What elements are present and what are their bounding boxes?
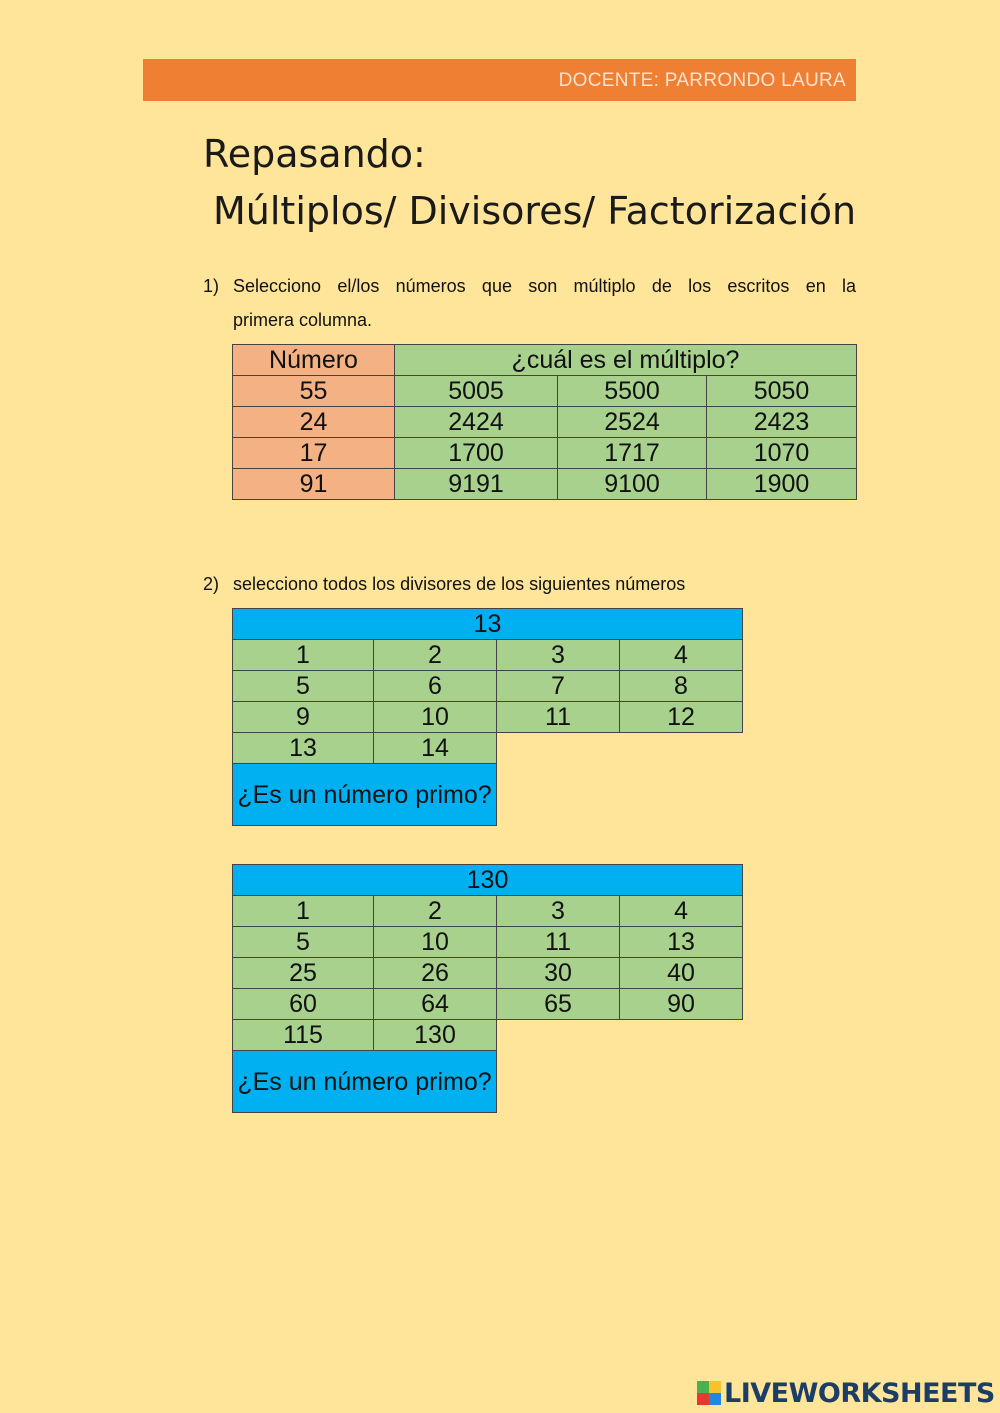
multiple-option[interactable]: 5050	[707, 376, 857, 407]
divisor-option[interactable]: 13	[233, 733, 374, 764]
divisor-option[interactable]: 5	[233, 927, 374, 958]
multiple-option[interactable]: 1717	[558, 438, 707, 469]
divisors-table-130	[232, 864, 743, 1113]
divisor-option[interactable]: 3	[497, 896, 620, 927]
divisor-option[interactable]: 2	[374, 640, 497, 671]
table-row	[233, 640, 743, 671]
exercise1-instruction-line1: Selecciono el/los números que son múltiplo de los escritos en la	[233, 276, 856, 296]
prime-question-button[interactable]: ¿Es un número primo?	[233, 764, 497, 826]
divisor-option[interactable]: 64	[374, 989, 497, 1020]
divisor-option[interactable]: 115	[233, 1020, 374, 1051]
multiple-option[interactable]: 2524	[558, 407, 707, 438]
divisor-option[interactable]: 4	[620, 896, 743, 927]
divisor-option[interactable]: 10	[374, 927, 497, 958]
table-row	[233, 733, 743, 764]
divisor-option[interactable]: 1	[233, 640, 374, 671]
divisor-option[interactable]: 26	[374, 958, 497, 989]
table-row	[233, 407, 857, 438]
table-row	[233, 438, 857, 469]
exercise1-instruction-line2: primera columna.	[233, 310, 373, 330]
divisor-option[interactable]: 30	[497, 958, 620, 989]
divisor-option[interactable]: 4	[620, 640, 743, 671]
multiple-option[interactable]: 9191	[395, 469, 558, 500]
divisor-option[interactable]: 90	[620, 989, 743, 1020]
exercise1-number: 1)	[203, 276, 220, 296]
divisor-option[interactable]: 11	[497, 702, 620, 733]
target-number: 130	[233, 865, 743, 896]
table-row	[233, 989, 743, 1020]
page-title-line1: Repasando:	[203, 132, 426, 176]
multiples-table-header	[233, 345, 857, 376]
table-row	[233, 469, 857, 500]
multiple-option[interactable]: 5005	[395, 376, 558, 407]
exercise2-number: 2)	[203, 574, 220, 594]
base-number: 91	[233, 469, 395, 500]
multiple-option[interactable]: 1700	[395, 438, 558, 469]
divisor-option[interactable]: 11	[497, 927, 620, 958]
header-bar	[143, 59, 856, 101]
base-number: 24	[233, 407, 395, 438]
table-row	[233, 376, 857, 407]
divisor-option[interactable]: 6	[374, 671, 497, 702]
table-row	[233, 958, 743, 989]
divisor-option[interactable]: 12	[620, 702, 743, 733]
exercise1-instruction	[203, 269, 856, 339]
exercise2-instruction-text: selecciono todos los divisores de los siguientes números	[233, 574, 686, 594]
multiple-option[interactable]: 1070	[707, 438, 857, 469]
base-number: 17	[233, 438, 395, 469]
divisor-option[interactable]: 130	[374, 1020, 497, 1051]
multiple-option[interactable]: 1900	[707, 469, 857, 500]
table-row	[233, 1020, 743, 1051]
divisor-option[interactable]: 60	[233, 989, 374, 1020]
divisor-option[interactable]: 14	[374, 733, 497, 764]
teacher-name: DOCENTE: PARRONDO LAURA	[558, 70, 846, 91]
target-number: 13	[233, 609, 743, 640]
table-row	[233, 671, 743, 702]
table-row	[233, 896, 743, 927]
prime-question-button[interactable]: ¿Es un número primo?	[233, 1051, 497, 1113]
multiples-table	[232, 344, 857, 500]
divisor-option[interactable]: 10	[374, 702, 497, 733]
divisor-option[interactable]: 1	[233, 896, 374, 927]
multiple-option[interactable]: 2424	[395, 407, 558, 438]
divisor-option[interactable]: 25	[233, 958, 374, 989]
divisor-option[interactable]: 2	[374, 896, 497, 927]
liveworksheets-logo	[697, 1377, 995, 1409]
table-row	[233, 702, 743, 733]
liveworksheets-logo-icon	[697, 1381, 721, 1405]
header-multiple: ¿cuál es el múltiplo?	[395, 345, 857, 376]
divisor-option[interactable]: 40	[620, 958, 743, 989]
divisors-table-13	[232, 608, 743, 826]
divisor-option[interactable]: 3	[497, 640, 620, 671]
header-number: Número	[233, 345, 395, 376]
divisor-option[interactable]: 5	[233, 671, 374, 702]
divisor-option[interactable]: 8	[620, 671, 743, 702]
base-number: 55	[233, 376, 395, 407]
exercise2-instruction	[203, 567, 803, 601]
divisor-option[interactable]: 65	[497, 989, 620, 1020]
multiple-option[interactable]: 2423	[707, 407, 857, 438]
divisor-option[interactable]: 9	[233, 702, 374, 733]
table-row	[233, 927, 743, 958]
logo-text: LIVEWORKSHEETS	[724, 1377, 995, 1409]
multiple-option[interactable]: 9100	[558, 469, 707, 500]
multiple-option[interactable]: 5500	[558, 376, 707, 407]
divisor-option[interactable]: 13	[620, 927, 743, 958]
page-title-line2: Múltiplos/ Divisores/ Factorización	[213, 189, 857, 233]
divisor-option[interactable]: 7	[497, 671, 620, 702]
